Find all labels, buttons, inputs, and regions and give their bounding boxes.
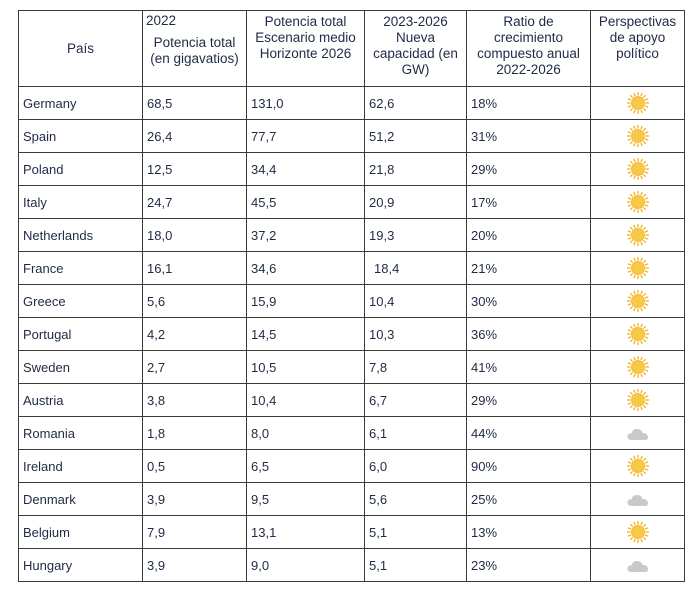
- cell-power-2026: 45,5: [247, 186, 365, 219]
- cell-country: Spain: [19, 120, 143, 153]
- cell-power-2026: 131,0: [247, 87, 365, 120]
- cell-outlook: [591, 318, 685, 351]
- cell-power-2022: 0,5: [143, 450, 247, 483]
- sun-icon: [626, 355, 650, 379]
- cell-outlook: [591, 120, 685, 153]
- cell-country: Ireland: [19, 450, 143, 483]
- table-row: [19, 318, 685, 351]
- cell-country: Sweden: [19, 351, 143, 384]
- table-row: [19, 120, 685, 153]
- header-new-capacity: 2023-2026 Nueva capacidad (en GW): [365, 11, 467, 87]
- cell-power-2022: 16,1: [143, 252, 247, 285]
- cell-power-2022: 24,7: [143, 186, 247, 219]
- cell-new-capacity: 5,1: [365, 516, 467, 549]
- header-cagr: Ratio de crecimiento compuesto anual 2022-2026: [467, 11, 591, 87]
- cell-power-2026: 6,5: [247, 450, 365, 483]
- cell-power-2022: 7,9: [143, 516, 247, 549]
- cell-country: Portugal: [19, 318, 143, 351]
- solar-capacity-table-container: [18, 10, 685, 582]
- cell-power-2026: 9,5: [247, 483, 365, 516]
- header-power-2022: [143, 11, 247, 87]
- cell-new-capacity: 6,1: [365, 417, 467, 450]
- cell-power-2026: 37,2: [247, 219, 365, 252]
- table-row: [19, 384, 685, 417]
- sun-icon: [626, 223, 650, 247]
- cell-new-capacity: 5,1: [365, 549, 467, 582]
- cell-cagr: 18%: [467, 87, 591, 120]
- cell-outlook: [591, 219, 685, 252]
- sun-icon: [626, 190, 650, 214]
- cell-power-2022: 3,8: [143, 384, 247, 417]
- cell-power-2022: 3,9: [143, 549, 247, 582]
- cell-cagr: 90%: [467, 450, 591, 483]
- cell-new-capacity: 5,6: [365, 483, 467, 516]
- sun-icon: [626, 256, 650, 280]
- cloud-icon: [626, 491, 650, 507]
- cell-country: Romania: [19, 417, 143, 450]
- sun-icon: [626, 322, 650, 346]
- cell-power-2026: 10,4: [247, 384, 365, 417]
- cell-power-2022: 4,2: [143, 318, 247, 351]
- table-row: [19, 186, 685, 219]
- cell-outlook: [591, 186, 685, 219]
- cell-cagr: 31%: [467, 120, 591, 153]
- cell-cagr: 36%: [467, 318, 591, 351]
- cell-country: Netherlands: [19, 219, 143, 252]
- cell-country: Italy: [19, 186, 143, 219]
- cell-power-2026: 13,1: [247, 516, 365, 549]
- sun-icon: [626, 520, 650, 544]
- cell-cagr: 25%: [467, 483, 591, 516]
- cell-power-2022: 1,8: [143, 417, 247, 450]
- cell-new-capacity: 20,9: [365, 186, 467, 219]
- cell-power-2022: 5,6: [143, 285, 247, 318]
- table-row: [19, 285, 685, 318]
- header-outlook: Perspectivas de apoyo político: [591, 11, 685, 87]
- cell-power-2022: 68,5: [143, 87, 247, 120]
- sun-icon: [626, 289, 650, 313]
- cell-new-capacity: 6,7: [365, 384, 467, 417]
- cell-outlook: [591, 417, 685, 450]
- cell-new-capacity: 51,2: [365, 120, 467, 153]
- cell-outlook: [591, 516, 685, 549]
- cell-cagr: 29%: [467, 153, 591, 186]
- cell-power-2026: 10,5: [247, 351, 365, 384]
- cell-new-capacity: 10,3: [365, 318, 467, 351]
- cell-new-capacity: 7,8: [365, 351, 467, 384]
- cell-power-2022: 26,4: [143, 120, 247, 153]
- cell-power-2026: 8,0: [247, 417, 365, 450]
- cell-new-capacity: 10,4: [365, 285, 467, 318]
- table-row: [19, 483, 685, 516]
- cell-cagr: 29%: [467, 384, 591, 417]
- cell-power-2026: 77,7: [247, 120, 365, 153]
- sun-icon: [626, 388, 650, 412]
- table-row: [19, 417, 685, 450]
- table-row: [19, 87, 685, 120]
- header-power-2022-label: Potencia total (en gigavatios): [150, 35, 239, 66]
- cell-outlook: [591, 153, 685, 186]
- cell-outlook: [591, 483, 685, 516]
- cell-outlook: [591, 384, 685, 417]
- cell-new-capacity: 21,8: [365, 153, 467, 186]
- cloud-icon: [626, 557, 650, 573]
- cell-cagr: 13%: [467, 516, 591, 549]
- sun-icon: [626, 124, 650, 148]
- cell-new-capacity: 62,6: [365, 87, 467, 120]
- cell-outlook: [591, 549, 685, 582]
- sun-icon: [626, 454, 650, 478]
- cell-country: Poland: [19, 153, 143, 186]
- cell-new-capacity: 18,4: [365, 252, 467, 285]
- cell-power-2026: 14,5: [247, 318, 365, 351]
- table-body: [19, 87, 685, 582]
- cell-outlook: [591, 87, 685, 120]
- cell-country: France: [19, 252, 143, 285]
- cell-cagr: 20%: [467, 219, 591, 252]
- cell-country: Austria: [19, 384, 143, 417]
- cell-cagr: 23%: [467, 549, 591, 582]
- cell-cagr: 41%: [467, 351, 591, 384]
- cell-cagr: 44%: [467, 417, 591, 450]
- table-row: [19, 219, 685, 252]
- cell-outlook: [591, 351, 685, 384]
- cell-power-2026: 34,4: [247, 153, 365, 186]
- header-pais: País: [19, 11, 143, 87]
- cell-country: Germany: [19, 87, 143, 120]
- table-row: [19, 450, 685, 483]
- cell-cagr: 30%: [467, 285, 591, 318]
- cell-power-2022: 3,9: [143, 483, 247, 516]
- cell-outlook: [591, 285, 685, 318]
- cell-power-2026: 15,9: [247, 285, 365, 318]
- cell-outlook: [591, 252, 685, 285]
- cell-power-2022: 18,0: [143, 219, 247, 252]
- cell-cagr: 17%: [467, 186, 591, 219]
- solar-capacity-table: [18, 10, 685, 582]
- cell-power-2026: 34,6: [247, 252, 365, 285]
- cell-new-capacity: 6,0: [365, 450, 467, 483]
- cell-country: Greece: [19, 285, 143, 318]
- table-row: [19, 351, 685, 384]
- cell-new-capacity: 19,3: [365, 219, 467, 252]
- cell-country: Hungary: [19, 549, 143, 582]
- cell-country: Belgium: [19, 516, 143, 549]
- table-row: [19, 549, 685, 582]
- table-row: [19, 516, 685, 549]
- table-row: [19, 252, 685, 285]
- table-row: [19, 153, 685, 186]
- cell-cagr: 21%: [467, 252, 591, 285]
- header-row: [19, 11, 685, 87]
- cell-power-2022: 2,7: [143, 351, 247, 384]
- cell-country: Denmark: [19, 483, 143, 516]
- cell-outlook: [591, 450, 685, 483]
- cloud-icon: [626, 425, 650, 441]
- sun-icon: [626, 91, 650, 115]
- header-power-2022-year: 2022: [146, 13, 177, 28]
- cell-power-2026: 9,0: [247, 549, 365, 582]
- cell-power-2022: 12,5: [143, 153, 247, 186]
- header-power-2026: Potencia total Escenario medio Horizonte 2026: [247, 11, 365, 87]
- sun-icon: [626, 157, 650, 181]
